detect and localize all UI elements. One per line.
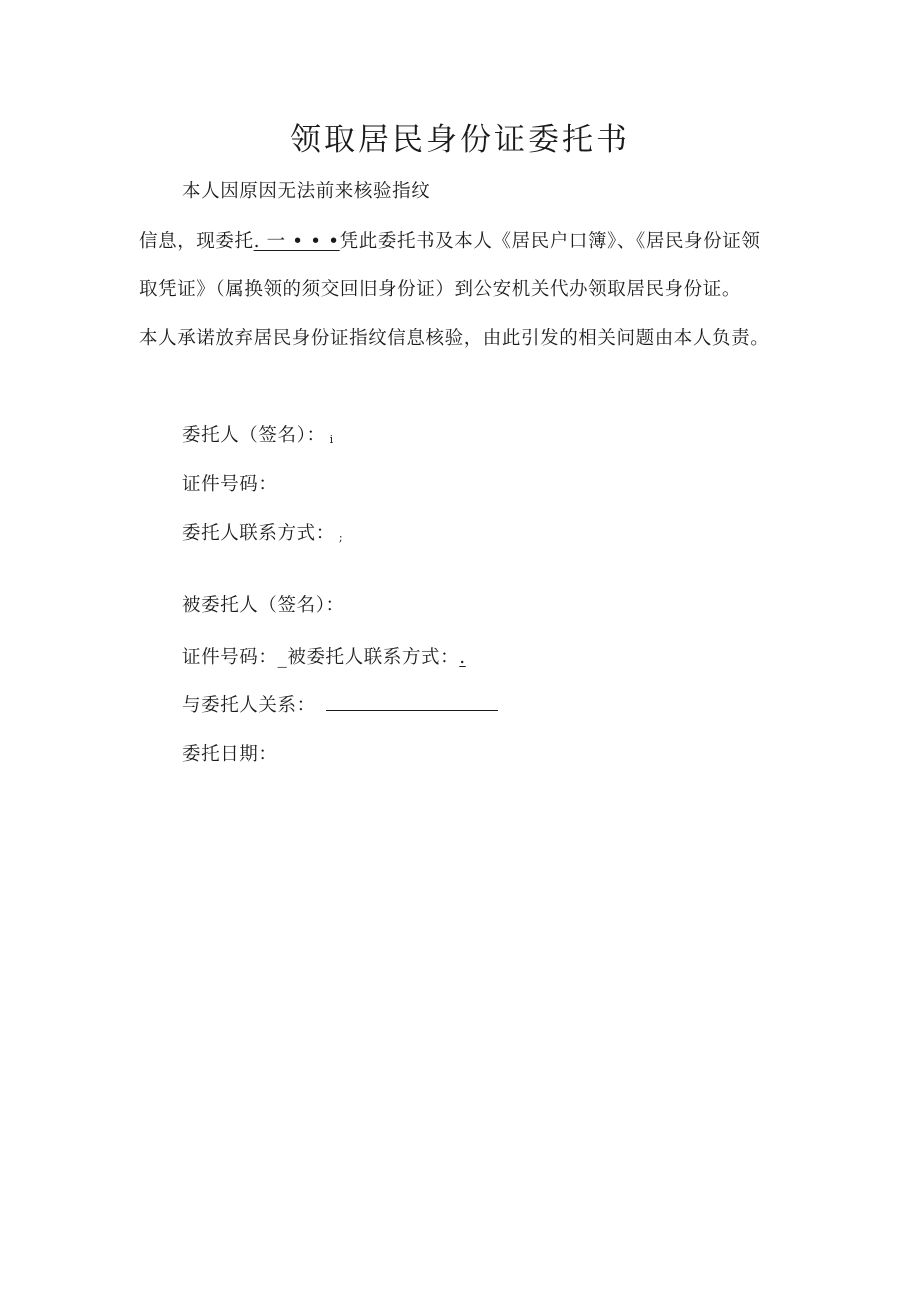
paragraph-line-4: 本人承诺放弃居民身份证指纹信息核验，由此引发的相关问题由本人负责。 <box>139 328 770 349</box>
paragraph-line-1: 本人因原因无法前来核验指纹 <box>182 181 431 202</box>
principal-contact-field <box>182 520 343 552</box>
agent-id-contact-field <box>182 644 466 672</box>
paragraph-line-2 <box>139 228 760 256</box>
delegate-name-blank: . 一 • • • <box>253 231 340 252</box>
agent-id-contact-label: 证件号码：_被委托人联系方式： <box>182 647 460 668</box>
principal-contact-mark: ; <box>338 531 344 544</box>
principal-signature-label: 委托人（签名）： <box>182 425 326 446</box>
principal-signature-field <box>182 422 334 454</box>
relationship-field <box>182 692 498 720</box>
principal-signature-mark: i <box>329 433 334 446</box>
date-field: 委托日期： <box>182 744 278 765</box>
paragraph-line-2-prefix: 信息，现委托 <box>139 231 254 252</box>
relationship-label: 与委托人关系： <box>182 695 316 716</box>
paragraph-line-3: 取凭证》（属换领的须交回旧身份证）到公安机关代办领取居民身份证。 <box>139 279 741 300</box>
document-title: 领取居民身份证委托书 <box>290 122 630 158</box>
agent-signature-field: 被委托人（签名）： <box>182 595 345 616</box>
principal-contact-label: 委托人联系方式： <box>182 523 335 544</box>
relationship-blank-line <box>326 696 498 711</box>
paragraph-line-2-suffix: 凭此委托书及本人《居民户口簿》、《居民身份证领 <box>339 231 761 252</box>
principal-id-field: 证件号码： <box>182 474 278 495</box>
agent-contact-blank: . <box>459 647 466 668</box>
